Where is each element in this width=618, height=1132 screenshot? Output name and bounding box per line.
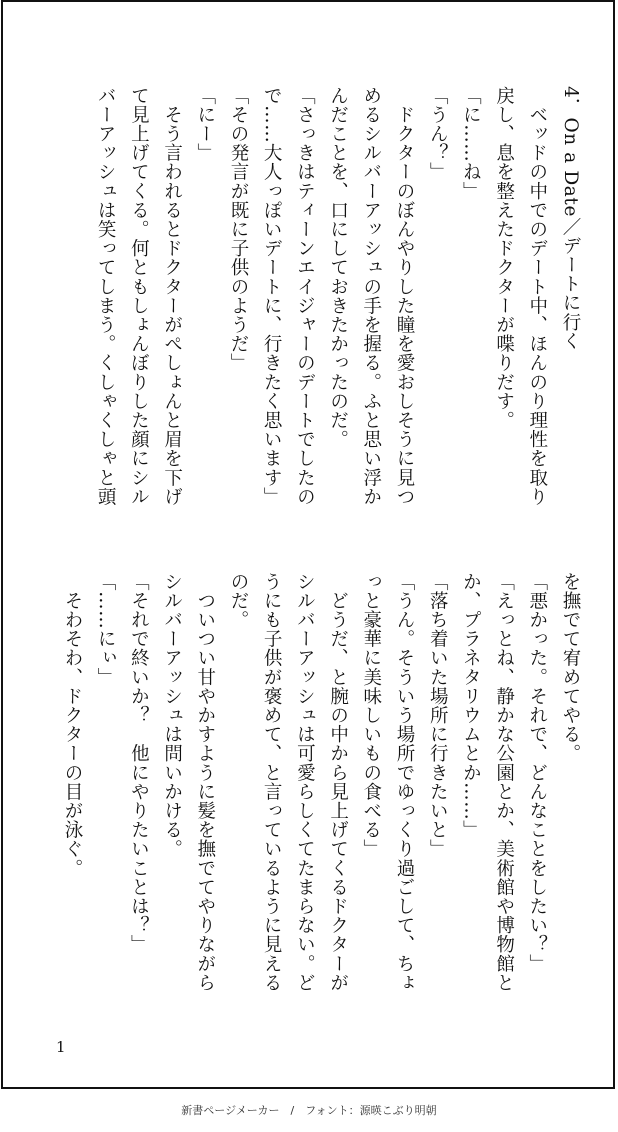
- lower-text-line: 「悪かった。それで、どんなことをしたい？」: [526, 572, 548, 974]
- lower-text-line: か、プラネタリウムとか……」: [460, 572, 482, 840]
- upper-text-block: [89, 86, 587, 556]
- lower-text-line: を撫でて宥めてやる。: [560, 572, 581, 763]
- upper-text-line: バーアッシュは笑ってしまう。くしゃくしゃと頭: [95, 86, 117, 507]
- upper-text-line: 「に……ね」: [460, 86, 482, 201]
- upper-text-line: 「にー」: [194, 86, 216, 163]
- upper-text-line: で……大人っぽいデートに、行きたく思います」: [261, 86, 283, 507]
- upper-text-line: て見上げてくる。何ともしょんぼりした顔にシル: [128, 86, 150, 507]
- lower-text-line: のだ。: [227, 572, 249, 630]
- lower-text-line: 「うん。そういう場所でゆっくり過ごして、ちょ: [393, 572, 415, 993]
- lower-text-line: 「えっとね、静かな公園とか、美術館や博物館と: [493, 572, 515, 993]
- upper-text-line: そう言われるとドクターがぺしょんと眉を下げ: [161, 86, 183, 507]
- lower-text-line: っと豪華に美味しいもの食べる」: [360, 572, 382, 859]
- upper-text-line: 4．On a Date／デートに行く: [560, 86, 581, 351]
- upper-text-line: ドクターのぼんやりした瞳を愛おしそうに見つ: [393, 86, 415, 507]
- upper-text-line: ベッドの中でのデート中、ほんのり理性を取り: [526, 86, 548, 507]
- lower-text-line: 「……にぃ」: [95, 572, 117, 687]
- lower-text-line: うにも子供が褒めて、と言っているように見える: [261, 572, 283, 993]
- lower-text-line: ついつい甘やかすように髪を撫でてやりながら: [194, 572, 216, 993]
- lower-text-line: シルバーアッシュは可愛らしくてたまらない。ど: [294, 572, 316, 993]
- book-page: [1, 0, 615, 1089]
- upper-text-line: めるシルバーアッシュの手を握る。ふと思い浮か: [360, 86, 382, 507]
- lower-text-line: 「落ち着いた場所に行きたいと」: [427, 572, 449, 859]
- page-number: 1: [56, 1038, 66, 1056]
- footer-credit: 新書ページメーカー / フォント：源暎こぶり明朝: [181, 1104, 437, 1117]
- lower-text-line: 「それで終いか？ 他にやりたいことは？」: [128, 572, 150, 954]
- upper-text-line: 「さっきはティーンエイジャーのデートでしたの: [294, 86, 316, 507]
- upper-text-line: 戻し、息を整えたドクターが喋りだす。: [493, 86, 515, 430]
- lower-text-block: [56, 572, 587, 1042]
- upper-text-line: 「うん？」: [427, 86, 449, 182]
- upper-text-line: 「その発言が既に子供のようだ」: [227, 86, 249, 373]
- upper-text-line: んだことを、口にしておきたかったのだ。: [327, 86, 349, 449]
- lower-text-line: そわそわ、ドクターの目が泳ぐ。: [61, 572, 83, 878]
- lower-text-line: どうだ、と腕の中から見上げてくるドクターが: [327, 572, 349, 993]
- lower-text-line: シルバーアッシュは問いかける。: [161, 572, 183, 859]
